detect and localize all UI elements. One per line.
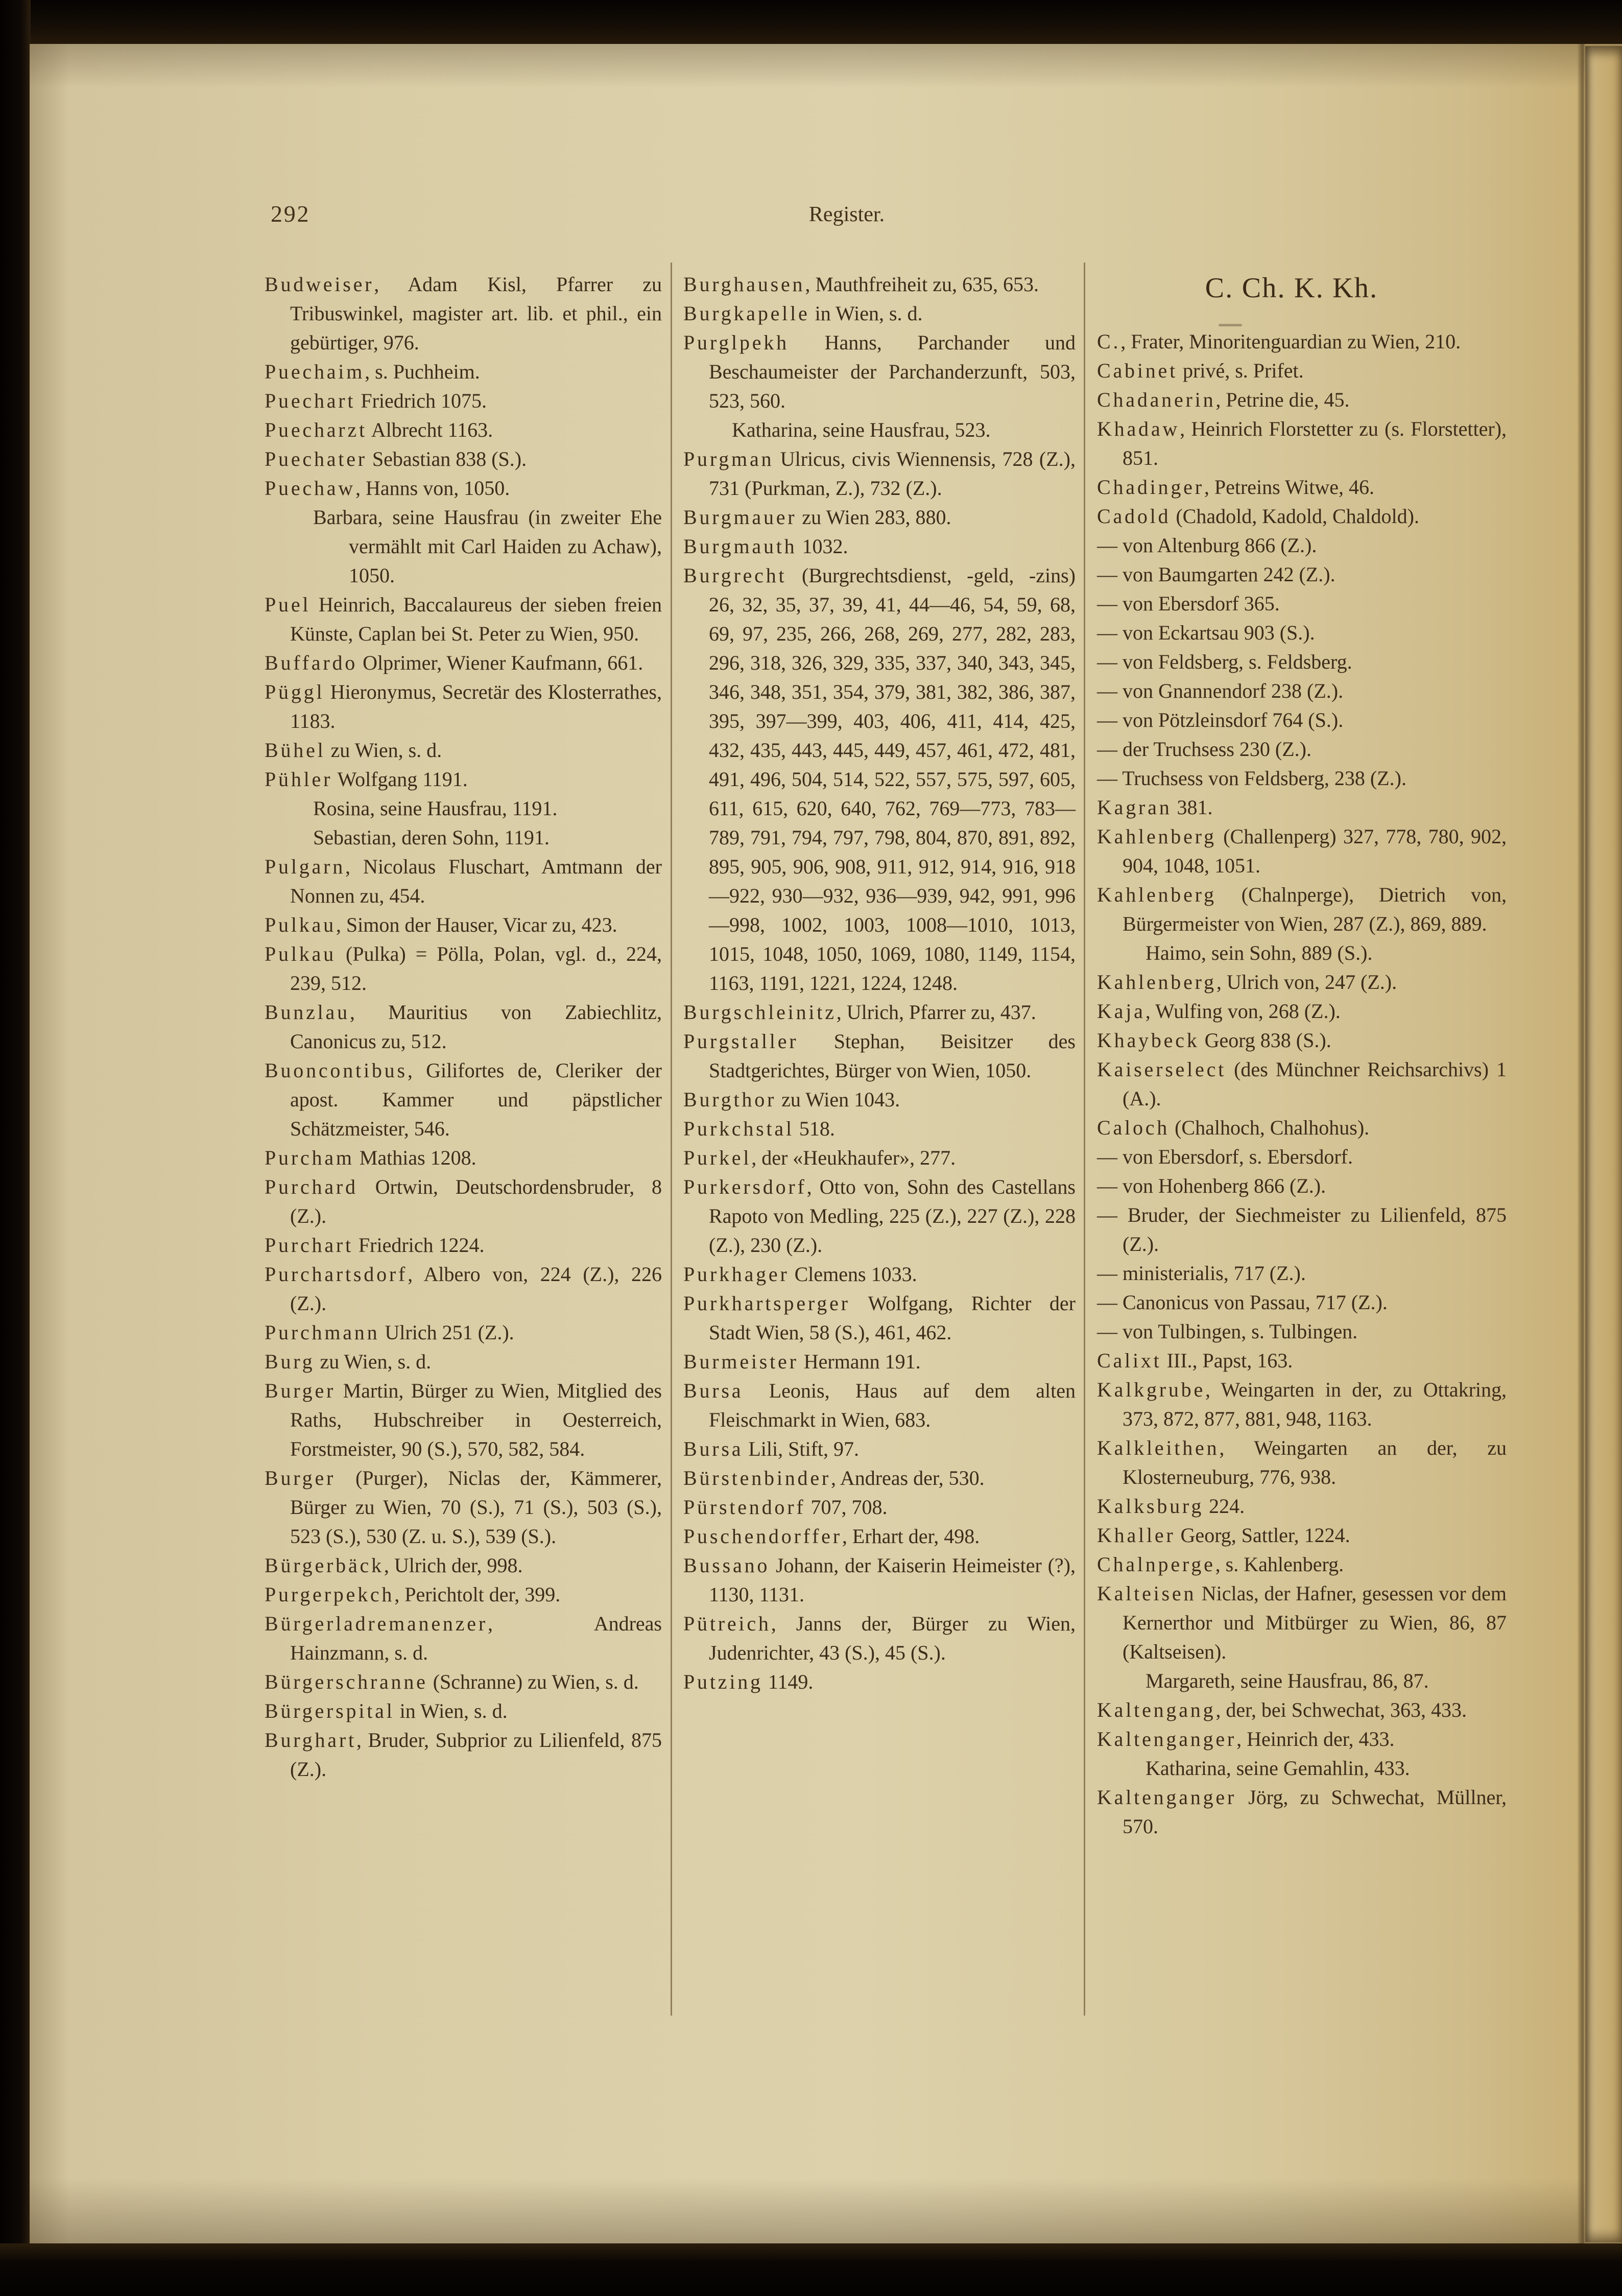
index-entry: Puechaim, s. Puchheim. [265, 360, 480, 383]
next-page-edge [1585, 46, 1622, 2242]
index-entry: Sebastian, deren Sohn, 1191. [313, 826, 550, 849]
entry-headword: Puechaw [265, 477, 355, 500]
index-entry: — von Tulbingen, s. Tulbingen. [1097, 1320, 1358, 1343]
index-entry: Bürstenbinder, Andreas der, 530. [683, 1466, 985, 1489]
entry-headword: Puechaim [265, 360, 365, 383]
index-entry: Chadinger, Petreins Witwe, 46. [1097, 476, 1374, 499]
index-entry: Purkersdorf, Otto von, Sohn des Castellans Rapoto von Medling, 225 (Z.), 227 (Z.), 228 (Z.), 230 (Z.). [683, 1175, 1076, 1257]
entry-headword: Chadinger [1097, 476, 1204, 499]
index-entry: — von Eckartsau 903 (S.). [1097, 621, 1315, 644]
entry-headword: Purkhager [683, 1263, 790, 1286]
section-heading: C. Ch. K. Kh. [1205, 272, 1378, 304]
index-entry: Burg zu Wien, s. d. [265, 1350, 432, 1373]
index-entry: Kagran 381. [1097, 796, 1213, 819]
index-entry: Purkchstal 518. [683, 1117, 835, 1140]
index-entry: Puschendorffer, Erhart der, 498. [683, 1525, 980, 1548]
index-entry: Purcham Mathias 1208. [265, 1146, 476, 1169]
entry-headword: Buffardo [265, 651, 358, 674]
entry-headword: Bursa [683, 1437, 744, 1460]
index-entry: Purchart Friedrich 1224. [265, 1234, 485, 1257]
index-entry: Cadold (Chadold, Kadold, Chaldold). [1097, 505, 1419, 528]
index-entry: Margareth, seine Hausfrau, 86, 87. [1146, 1669, 1429, 1692]
entry-headword: Chalnperge [1097, 1553, 1215, 1576]
index-entry: Kaltenganger, Heinrich der, 433. [1097, 1727, 1395, 1750]
index-entry: Kaiserselect (des Münchner Reichsarchivs) 1 (A.). [1097, 1058, 1507, 1110]
entry-headword: Kalkgrube [1097, 1378, 1206, 1401]
index-entry: Purgerpekch, Perichtolt der, 399. [265, 1583, 561, 1606]
index-entry: Kaltenganger Jörg, zu Schwechat, Müllner, 570. [1097, 1786, 1507, 1838]
index-entry: Bürgerbäck, Ulrich der, 998. [265, 1554, 523, 1577]
index-entry: Chadanerin, Petrine die, 45. [1097, 388, 1350, 411]
index-entry: — von Pötzleinsdorf 764 (S.). [1097, 708, 1344, 731]
index-entry: Bursa Leonis, Haus auf dem alten Fleischmarkt in Wien, 683. [683, 1379, 1076, 1431]
entry-headword: Purglpekh [683, 331, 789, 354]
entry-headword: Burghausen [683, 273, 805, 296]
entry-headword: Kahlenberg [1097, 883, 1216, 906]
entry-headword: Caloch [1097, 1116, 1170, 1139]
index-entry: Purkel, der «Heukhaufer», 277. [683, 1146, 956, 1169]
entry-headword: Chadanerin [1097, 388, 1216, 411]
entry-headword: Kaja [1097, 1000, 1146, 1023]
index-entry: Caloch (Chalhoch, Chalhohus). [1097, 1116, 1370, 1139]
index-entry: Puechater Sebastian 838 (S.). [265, 447, 527, 470]
index-entry: Kalteisen Niclas, der Hafner, gesessen vor dem Kernerthor und Mitbürger zu Wien, 86, 87 (Kaltseisen). [1097, 1582, 1507, 1663]
index-column-1 [265, 270, 662, 1784]
entry-headword: Pulkau [265, 913, 336, 936]
index-entry: — der Truchsess 230 (Z.). [1097, 738, 1311, 761]
index-entry: Pulgarn, Nicolaus Fluschart, Amtmann der Nonnen zu, 454. [265, 855, 662, 907]
index-entry: — ministerialis, 717 (Z.). [1097, 1262, 1306, 1285]
entry-headword: Puel [265, 593, 311, 616]
photo-top-dark-band [0, 0, 1622, 45]
entry-headword: Pulgarn [265, 855, 346, 878]
index-entry: Chalnperge, s. Kahlenberg. [1097, 1553, 1344, 1576]
entry-headword: Kagran [1097, 796, 1172, 819]
entry-headword: Bürstenbinder [683, 1466, 831, 1489]
index-entry: Pürstendorf 707, 708. [683, 1496, 888, 1519]
index-entry: Bussano Johann, der Kaiserin Heimeister (?), 1130, 1131. [683, 1554, 1076, 1606]
entry-headword: C. [1097, 330, 1121, 353]
index-entry: Burgthor zu Wien 1043. [683, 1088, 900, 1111]
entry-headword: Kahlenberg [1097, 971, 1216, 993]
index-entry: Kalksburg 224. [1097, 1495, 1245, 1518]
entry-headword: Bühel [265, 739, 326, 762]
index-entry: — von Ebersdorf, s. Ebersdorf. [1097, 1145, 1353, 1168]
entry-headword: Purkersdorf [683, 1175, 807, 1198]
index-entry: — von Ebersdorf 365. [1097, 592, 1280, 615]
entry-headword: Purchmann [265, 1321, 380, 1344]
index-entry: Khaybeck Georg 838 (S.). [1097, 1029, 1331, 1052]
index-entry: Burmeister Hermann 191. [683, 1350, 921, 1373]
index-entry: Haimo, sein Sohn, 889 (S.). [1146, 941, 1373, 964]
index-entry: Bürgerschranne (Schranne) zu Wien, s. d. [265, 1670, 639, 1693]
entry-headword: Puschendorffer [683, 1525, 842, 1548]
entry-headword: Burg [265, 1350, 315, 1373]
entry-headword: Burmeister [683, 1350, 799, 1373]
index-entry: Kaltengang, der, bei Schwechat, 363, 433. [1097, 1698, 1467, 1721]
index-entry: — von Feldsberg, s. Feldsberg. [1097, 650, 1352, 673]
index-entry: — Canonicus von Passau, 717 (Z.). [1097, 1291, 1388, 1314]
entry-headword: Burgthor [683, 1088, 777, 1111]
entry-headword: Putzing [683, 1670, 763, 1693]
index-entry: Burger Martin, Bürger zu Wien, Mitglied des Raths, Hubschreiber in Oesterreich, Forstmeister, 90 (S.), 570, 582, 584. [265, 1379, 662, 1460]
running-header-title: Register. [808, 203, 885, 226]
index-entry: Kahlenberg (Chalnperge), Dietrich von, Bürgermeister von Wien, 287 (Z.), 869, 889. [1097, 883, 1507, 935]
entry-headword: Burger [265, 1466, 336, 1489]
entry-headword: Purgerpekch [265, 1583, 395, 1606]
index-entry: Purchmann Ulrich 251 (Z.). [265, 1321, 514, 1344]
index-entry: Putzing 1149. [683, 1670, 814, 1693]
photo-bottom-dark-band [0, 2243, 1622, 2296]
index-entry: Pulkau (Pulka) = Pölla, Polan, vgl. d., 224, 239, 512. [265, 942, 662, 995]
entry-headword: Cadold [1097, 505, 1171, 528]
index-entry: Kahlenberg (Challenperg) 327, 778, 780, 902, 904, 1048, 1051. [1097, 825, 1507, 877]
index-entry: C., Frater, Minoritenguardian zu Wien, 210. [1097, 330, 1461, 353]
index-entry: Katharina, seine Gemahlin, 433. [1146, 1757, 1410, 1780]
entry-headword: Khaybeck [1097, 1029, 1200, 1052]
index-entry: Burghart, Bruder, Subprior zu Lilienfeld, 875 (Z.). [265, 1729, 662, 1781]
index-entry: Purgstaller Stephan, Beisitzer des Stadtgerichtes, Bürger von Wien, 1050. [683, 1030, 1076, 1082]
entry-headword: Pütreich [683, 1612, 771, 1635]
index-entry: Khadaw, Heinrich Florstetter zu (s. Florstetter), 851. [1097, 417, 1507, 469]
index-entry: Kalkleithen, Weingarten an der, zu Klosterneuburg, 776, 938. [1097, 1436, 1507, 1488]
index-entry: Purglpekh Hanns, Parchander und Beschaumeister der Parchanderzunft, 503, 523, 560. [683, 331, 1076, 412]
index-entry: Püggl Hieronymus, Secretär des Klosterrathes, 1183. [265, 680, 662, 732]
index-entry: Rosina, seine Hausfrau, 1191. [313, 797, 558, 820]
index-entry: Purkhartsperger Wolfgang, Richter der Stadt Wien, 58 (S.), 461, 462. [683, 1292, 1076, 1344]
page-number: 292 [271, 201, 311, 227]
index-entry: Purgman Ulricus, civis Wiennensis, 728 (Z.), 731 (Purkman, Z.), 732 (Z.). [683, 447, 1076, 500]
entry-headword: Puechart [265, 389, 356, 412]
entry-headword: Bunzlau [265, 1001, 350, 1024]
index-entry: Pütreich, Janns der, Bürger zu Wien, Judenrichter, 43 (S.), 45 (S.). [683, 1612, 1076, 1664]
entry-headword: Purkchstal [683, 1117, 794, 1140]
entry-headword: Bursa [683, 1379, 744, 1402]
column-divider-left [671, 263, 672, 2016]
index-entry: Cabinet privé, s. Prifet. [1097, 359, 1304, 382]
index-entry: Buffardo Olprimer, Wiener Kaufmann, 661. [265, 651, 643, 674]
entry-headword: Purkhartsperger [683, 1292, 850, 1315]
index-entry: — von Baumgarten 242 (Z.). [1097, 563, 1335, 586]
entry-headword: Purkel [683, 1146, 752, 1169]
index-entry: Puechaw, Hanns von, 1050. [265, 477, 510, 500]
entry-headword: Calixt [1097, 1349, 1162, 1372]
entry-headword: Cabinet [1097, 359, 1178, 382]
index-entry: Buoncontibus, Gilifortes de, Cleriker der apost. Kammer und päpstlicher Schätzmeister, 546. [265, 1059, 662, 1140]
index-entry: Khaller Georg, Sattler, 1224. [1097, 1524, 1350, 1547]
page-gutter-crease [1577, 44, 1585, 2244]
entry-headword: Püggl [265, 680, 325, 703]
index-entry: Kahlenberg, Ulrich von, 247 (Z.). [1097, 971, 1397, 993]
index-entry: — von Hohenberg 866 (Z.). [1097, 1174, 1326, 1197]
entry-headword: Bürgerschranne [265, 1670, 428, 1693]
entry-headword: Kalteisen [1097, 1582, 1197, 1605]
photo-left-dark-band [0, 0, 31, 2296]
index-entry: Katharina, seine Hausfrau, 523. [732, 418, 991, 441]
index-entry: — Truchsess von Feldsberg, 238 (Z.). [1097, 767, 1406, 790]
index-entry: Burgmauth 1032. [683, 535, 848, 558]
index-entry: Bürgerladremanenzer, Andreas Hainzmann, s. d. [265, 1612, 662, 1664]
index-column-3-entries [1097, 327, 1507, 1841]
entry-headword: Kaiserselect [1097, 1058, 1227, 1081]
index-entry: Burgkapelle in Wien, s. d. [683, 302, 923, 325]
index-entry: — Bruder, der Siechmeister zu Lilienfeld, 875 (Z.). [1097, 1203, 1507, 1256]
entry-headword: Pühler [265, 768, 333, 791]
entry-headword: Kalksburg [1097, 1495, 1204, 1518]
column-divider-right [1084, 263, 1085, 2016]
entry-headword: Burgschleinitz [683, 1001, 837, 1024]
index-entry: Puel Heinrich, Baccalaureus der sieben freien Künste, Caplan bei St. Peter zu Wien, 950. [265, 593, 662, 645]
entry-headword: Purgstaller [683, 1030, 799, 1053]
entry-headword: Kaltenganger [1097, 1786, 1237, 1809]
index-entry: Burgmauer zu Wien 283, 880. [683, 506, 951, 529]
index-column-2 [683, 270, 1076, 1696]
index-entry: Purkhager Clemens 1033. [683, 1263, 917, 1286]
entry-headword: Kaltengang [1097, 1698, 1216, 1721]
index-entry: Kaja, Wulfing von, 268 (Z.). [1097, 1000, 1341, 1023]
entry-headword: Budweiser [265, 273, 374, 296]
entry-headword: Burgmauth [683, 535, 797, 558]
index-entry: Burghausen, Mauthfreiheit zu, 635, 653. [683, 273, 1039, 296]
index-entry: Burger (Purger), Niclas der, Kämmerer, Bürger zu Wien, 70 (S.), 71 (S.), 503 (S.), 523 (S.), 530 (Z. u. S.), 539 (S.). [265, 1466, 662, 1548]
entry-headword: Pürstendorf [683, 1496, 806, 1519]
entry-headword: Burgmauer [683, 506, 797, 529]
index-entry: Puecharzt Albrecht 1163. [265, 418, 493, 441]
entry-headword: Bürgerspital [265, 1699, 395, 1722]
index-entry: Pulkau, Simon der Hauser, Vicar zu, 423. [265, 913, 617, 936]
page-paper [30, 44, 1622, 2244]
entry-headword: Burghart [265, 1729, 356, 1751]
entry-headword: Purcham [265, 1146, 354, 1169]
entry-headword: Pulkau [265, 942, 336, 965]
entry-headword: Burgkapelle [683, 302, 810, 325]
index-entry: Calixt III., Papst, 163. [1097, 1349, 1293, 1372]
entry-headword: Kahlenberg [1097, 825, 1216, 848]
entry-headword: Puecharzt [265, 418, 367, 441]
index-entry: — von Gnannendorf 238 (Z.). [1097, 679, 1344, 702]
index-entry: Pühler Wolfgang 1191. [265, 768, 468, 791]
entry-headword: Kalkleithen [1097, 1436, 1220, 1459]
ink-smudge [1219, 324, 1242, 326]
entry-headword: Bürgerladremanenzer [265, 1612, 488, 1635]
index-entry: — von Altenburg 866 (Z.). [1097, 534, 1317, 557]
entry-headword: Puechater [265, 447, 367, 470]
entry-headword: Purgman [683, 447, 774, 470]
entry-headword: Khadaw [1097, 417, 1180, 440]
index-entry: Budweiser, Adam Kisl, Pfarrer zu Tribuswinkel, magister art. lib. et phil., ein gebürtiger, 976. [265, 273, 662, 354]
index-column-3 [1097, 266, 1507, 1841]
entry-headword: Bürgerbäck [265, 1554, 384, 1577]
entry-headword: Burger [265, 1379, 336, 1402]
entry-headword: Buoncontibus [265, 1059, 408, 1082]
index-entry: Puechart Friedrich 1075. [265, 389, 487, 412]
entry-headword: Purchartsdorf [265, 1263, 408, 1286]
index-entry: Bursa Lili, Stift, 97. [683, 1437, 860, 1460]
entry-headword: Purchart [265, 1234, 353, 1257]
entry-headword: Khaller [1097, 1524, 1176, 1547]
index-entry: Bühel zu Wien, s. d. [265, 739, 442, 762]
index-entry: Burgrecht (Burgrechtsdienst, -geld, -zins) 26, 32, 35, 37, 39, 41, 44—46, 54, 59, 68, 69, 97, 235, 266, 268, 269, 277, 282, 283, 296, 318, 326, 329, 335, 337, 340, 343, 345, 346, 348, 351, 354, 379, 381, 382, 386, 387, 395, 397—399, 403, 406, 411, 414, 425, 432, 435, 443, 445, 449, 457, 461, 472, 481, 491, 496, 504, 514, 522, 557, 575, 597, 605, 611, 615, 620, 640, 762, 769—773, 783—789, 791, 794, 797, 798, 804, 870, 891, 892, 895, 905, 906, 908, 911, 912, 914, 916, 918—922, 930—932, 936—939, 942, 991, 996—998, 1002, 1003, 1008—1010, 1013, 1015, 1048, 1050, 1069, 1080, 1149, 1154, 1163, 1191, 1221, 1224, 1248. [683, 564, 1076, 995]
index-entry: Bürgerspital in Wien, s. d. [265, 1699, 508, 1722]
index-entry: Barbara, seine Hausfrau (in zweiter Ehe vermählt mit Carl Haiden zu Achaw), 1050. [313, 506, 662, 587]
entry-headword: Kaltenganger [1097, 1727, 1237, 1750]
index-entry: Burgschleinitz, Ulrich, Pfarrer zu, 437. [683, 1001, 1036, 1024]
index-entry: Bunzlau, Mauritius von Zabiechlitz, Canonicus zu, 512. [265, 1001, 662, 1053]
entry-headword: Purchard [265, 1175, 358, 1198]
index-entry: Purchard Ortwin, Deutschordensbruder, 8 (Z.). [265, 1175, 662, 1227]
entry-headword: Bussano [683, 1554, 770, 1577]
index-entry: Kalkgrube, Weingarten in der, zu Ottakring, 373, 872, 877, 881, 948, 1163. [1097, 1378, 1507, 1430]
entry-headword: Burgrecht [683, 564, 787, 587]
index-entry: Purchartsdorf, Albero von, 224 (Z.), 226 (Z.). [265, 1263, 662, 1315]
